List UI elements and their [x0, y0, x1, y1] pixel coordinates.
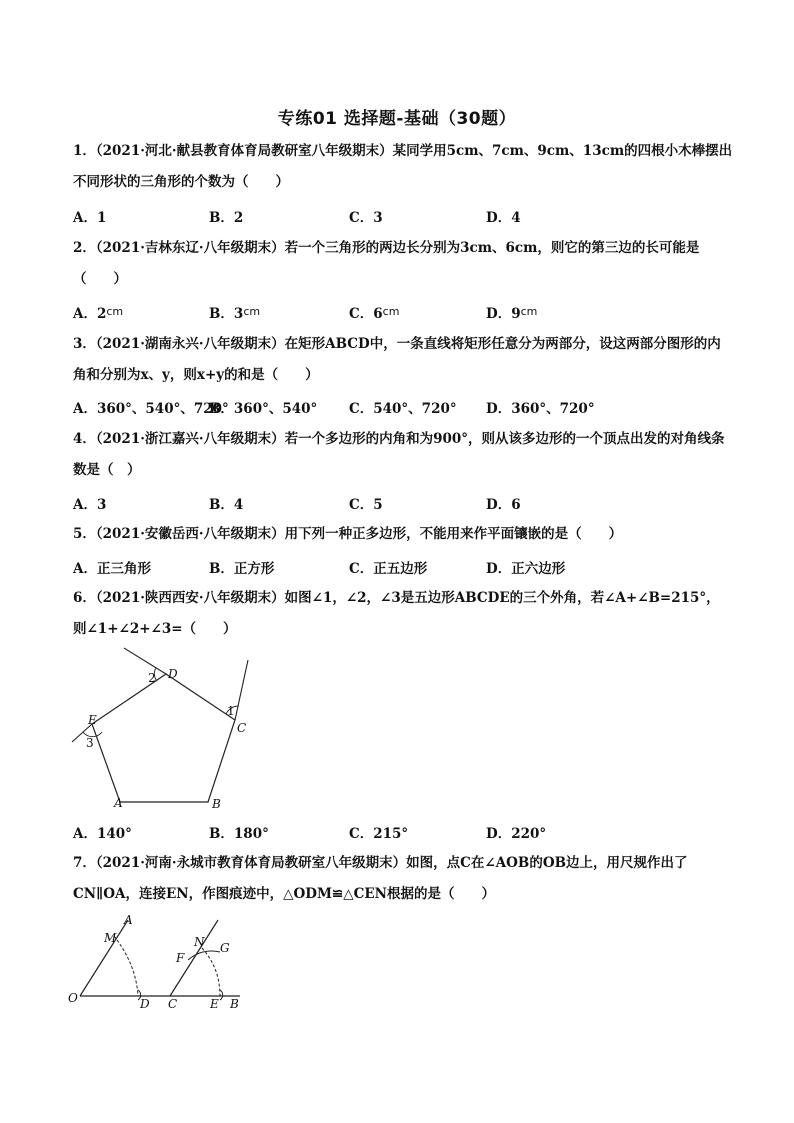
page-title: 专练01 选择题-基础（30题）	[277, 109, 517, 129]
label-d: D	[140, 997, 150, 1011]
question-4-options	[73, 493, 733, 515]
option-a: A．360°、540°、720°	[73, 401, 229, 417]
unit-label: cm	[520, 305, 538, 318]
label-n: N	[194, 935, 205, 949]
option-c: C．540°、720°	[349, 401, 457, 417]
label-angle-1: 1	[227, 704, 235, 718]
question-5-options	[73, 557, 733, 579]
arc-fg	[188, 951, 220, 960]
option-a: A．正三角形	[73, 561, 151, 577]
question-3	[73, 329, 733, 391]
question-2	[73, 233, 733, 295]
question-stem: 6．（2021·陕西西安·八年级期末）如图∠1，∠2，∠3是五边形ABCDE的三个外角，若∠A+∠B=215°，则∠1+∠2+∠3=（ ）	[73, 590, 720, 637]
option-b: B．4	[209, 497, 244, 513]
question-1-options	[73, 206, 733, 228]
extension-line-d	[124, 648, 166, 674]
option-a: A．3	[73, 497, 107, 513]
option-d: D．4	[486, 210, 521, 226]
question-2-options	[73, 302, 733, 324]
option-b: B．2	[209, 210, 244, 226]
label-b: B	[230, 997, 239, 1011]
option-b: B．360°、540°	[209, 401, 318, 417]
question-stem: 2．（2021·吉林东辽·八年级期末）若一个三角形的两边长分别为3cm、6cm，则它的第三边的长可能是（ ）	[73, 240, 700, 287]
label-e: E	[210, 997, 219, 1011]
option-d-text: D．9	[486, 306, 521, 322]
label-a: A	[114, 796, 123, 810]
label-c: C	[237, 721, 247, 735]
question-6-options	[73, 822, 733, 844]
option-a: A．140°	[73, 826, 132, 842]
question-7	[73, 848, 733, 910]
label-m: M	[104, 931, 117, 945]
unit-label: cm	[382, 305, 400, 318]
question-4	[73, 424, 733, 486]
option-c	[349, 302, 399, 322]
option-b	[209, 302, 260, 322]
option-d: D．360°、720°	[486, 401, 595, 417]
question-6	[73, 583, 733, 645]
question-stem: 5．（2021·安徽岳西·八年级期末）用下列一种正多边形，不能用来作平面镶嵌的是（ ）	[73, 526, 623, 542]
question-5	[73, 519, 733, 550]
option-a: A．1	[73, 210, 107, 226]
question-stem: 1．（2021·河北·献县教育体育局教研室八年级期末）某同学用5cm、7cm、9cm、13cm的四根小木棒摆出不同形状的三角形的个数为（ ）	[73, 143, 733, 190]
label-d: D	[168, 667, 178, 681]
label-f: F	[176, 951, 185, 965]
option-c: C．3	[349, 210, 383, 226]
option-b-text: B．3	[209, 306, 244, 322]
option-b: B．180°	[209, 826, 269, 842]
unit-label: cm	[243, 305, 261, 318]
question-stem: 7．（2021·河南·永城市教育体育局教研室八年级期末）如图，点C在∠AOB的OB边上，用尺规作出了CN∥OA，连接EN，作图痕迹中，△ODM≌△CEN根据的是（ ）	[73, 855, 688, 902]
pentagon-figure	[60, 640, 260, 820]
label-g: G	[220, 941, 230, 955]
option-a-text: A．2	[73, 306, 107, 322]
label-c: C	[168, 997, 178, 1011]
arc-ne	[202, 948, 220, 996]
option-d: D．220°	[486, 826, 547, 842]
question-stem: 4．（2021·浙江嘉兴·八年级期末）若一个多边形的内角和为900°，则从该多边形的一个顶点出发的对角线条数是（ ）	[73, 431, 725, 478]
unit-label: cm	[106, 305, 124, 318]
label-angle-3: 3	[86, 736, 94, 750]
label-o: O	[68, 991, 78, 1005]
construction-figure	[64, 912, 254, 1012]
option-a	[73, 302, 123, 322]
label-a: A	[124, 913, 133, 927]
extension-line-c	[235, 660, 248, 720]
question-stem: 3．（2021·湖南永兴·八年级期末）在矩形ABCD中，一条直线将矩形任意分为两部分，设这两部分图形的内角和分别为x、y，则x+y的和是（ ）	[73, 336, 721, 383]
option-d: D．6	[486, 497, 521, 513]
pentagon-shape	[92, 674, 235, 802]
label-b: B	[212, 797, 221, 811]
label-angle-2: 2	[148, 671, 156, 685]
option-c-text: C．6	[349, 306, 383, 322]
arc-md	[114, 936, 138, 996]
question-3-options	[73, 397, 733, 419]
option-c: C．5	[349, 497, 383, 513]
label-e: E	[88, 713, 97, 727]
question-1	[73, 136, 733, 198]
option-d: D．正六边形	[486, 561, 566, 577]
option-b: B．正方形	[209, 561, 275, 577]
option-c: C．215°	[349, 826, 409, 842]
option-d	[486, 302, 537, 322]
option-c: C．正五边形	[349, 561, 428, 577]
